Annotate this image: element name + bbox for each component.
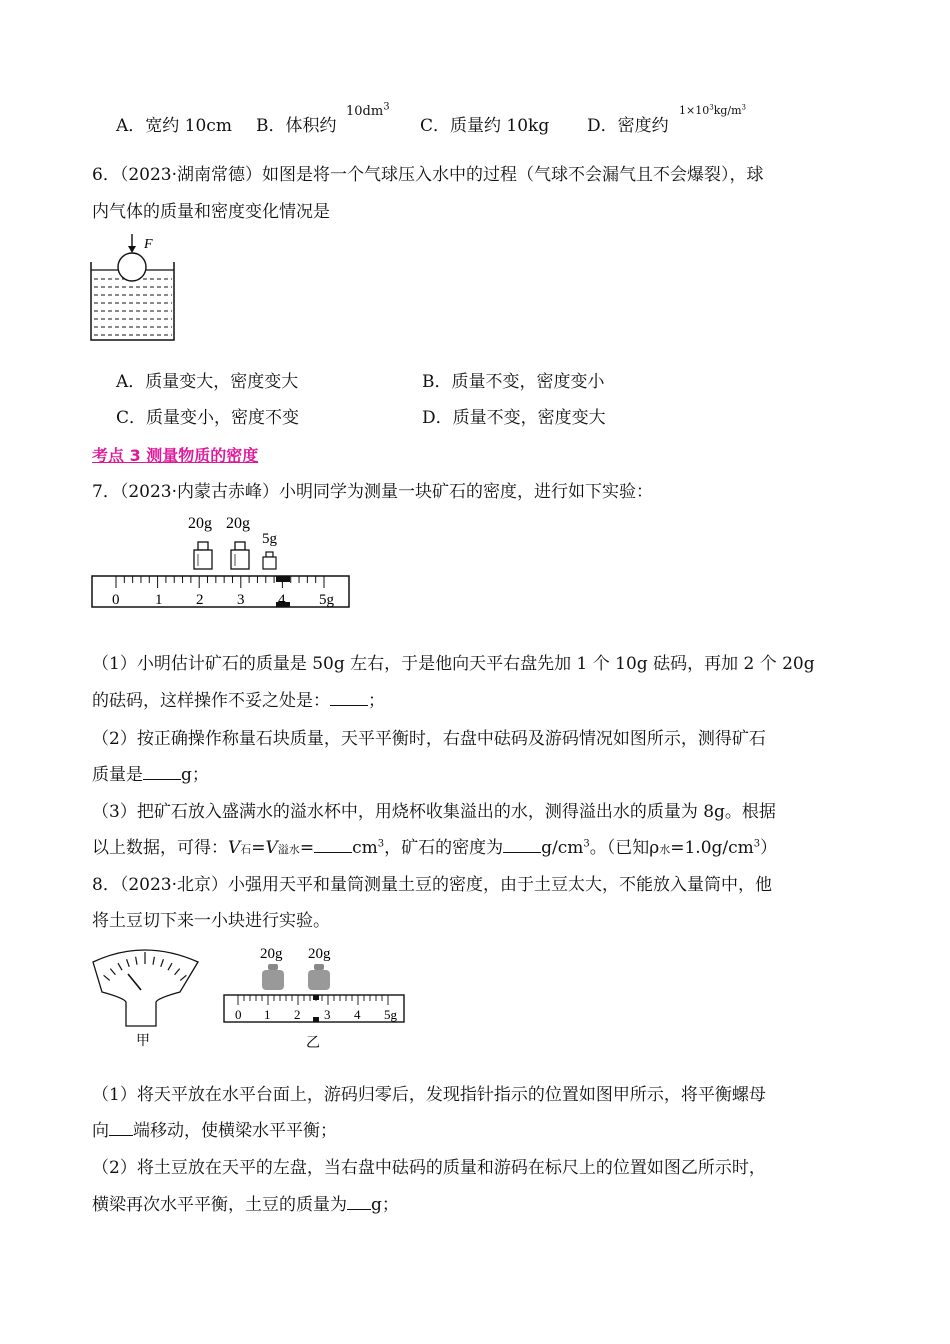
q7-stem: 7．（2023·内蒙古赤峰）小明同学为测量一块矿石的密度，进行如下实验： — [92, 482, 653, 502]
q7-answer-blank-2[interactable] — [143, 763, 181, 780]
balloon — [118, 253, 146, 281]
svg-text:3: 3 — [324, 1007, 331, 1022]
svg-text:4: 4 — [278, 592, 286, 608]
q8-part1-line2: 向 端移动，使横梁水平平衡； — [92, 1121, 337, 1141]
q8-stem-line1: 8．（2023·北京）小强用天平和量筒测量土豆的密度，由于土豆太大，不能放入量筒中，他 — [92, 875, 772, 895]
force-label: F — [144, 237, 153, 252]
q7-balance-figure — [90, 510, 352, 610]
q7-weight-3 — [263, 552, 276, 569]
q8-caption-a: 甲 — [136, 1034, 150, 1049]
q5-option-a: A．宽约 10cm — [116, 116, 232, 136]
q7-answer-blank-3[interactable] — [314, 836, 352, 853]
q7-weight-2 — [231, 542, 249, 569]
svg-text:2: 2 — [294, 1007, 301, 1022]
svg-text:0: 0 — [235, 1007, 242, 1022]
q5-option-d — [587, 114, 669, 138]
q7-part1-line1: （1）小明估计矿石的质量是 50g 左右，于是他向天平右盘先加 1 个 10g 砝码，再加 2 个 20g — [92, 654, 815, 674]
q6-stem-line2: 内气体的质量和密度变化情况是 — [92, 202, 330, 222]
section-heading: 考点 3 测量物质的密度 — [92, 446, 259, 465]
q7-answer-blank-4[interactable] — [503, 836, 541, 853]
q8-pointer-dial — [93, 950, 198, 1026]
q8-answer-blank-1[interactable] — [109, 1119, 133, 1136]
q5-option-b-label: B．体积约 — [256, 116, 337, 136]
q6-option-a: A．质量变大，密度变大 — [116, 372, 299, 392]
q5-option-c: C．质量约 10kg — [420, 116, 550, 136]
q8-part1-line1: （1）将天平放在水平台面上，游码归零后，发现指针指示的位置如图甲所示，将平衡螺母 — [92, 1085, 766, 1105]
svg-text:1: 1 — [264, 1007, 271, 1022]
q8-weight-1 — [262, 964, 284, 990]
svg-text:1: 1 — [155, 592, 163, 608]
svg-text:5g: 5g — [319, 592, 334, 608]
q7-part3-line1: （3）把矿石放入盛满水的溢水杯中，用烧杯收集溢出的水，测得溢出水的质量为 8g。根据 — [92, 802, 776, 822]
q8-part2-line1: （2）将土豆放在天平的左盘，当右盘中砝码的质量和游码在标尺上的位置如图乙所示时， — [92, 1158, 766, 1178]
q7-part3-line2: 以上数据，可得：V石=V溢水= $cm^3$，矿石的密度为 $g/cm^3$。（已知ρ水$=1.0g/cm^3$） — [92, 838, 778, 858]
svg-text:3: 3 — [237, 592, 245, 608]
svg-text:4: 4 — [354, 1007, 361, 1022]
q6-option-c: C．质量变小，密度不变 — [116, 408, 300, 428]
q7-weight-1 — [194, 542, 212, 569]
q8-rider-top — [313, 995, 319, 1000]
q7-part2-line2: 质量是 g； — [92, 765, 209, 785]
q7-part1-line2: 的砝码，这样操作不妥之处是： ； — [92, 691, 385, 711]
q6-stem-line1: 6．（2023·湖南常德）如图是将一个气球压入水中的过程（气球不会漏气且不会爆裂），球 — [92, 165, 764, 185]
q6-option-b: B．质量不变，密度变小 — [422, 372, 605, 392]
q7-weight-label-2: 20g — [226, 515, 250, 532]
q7-part2-line1: （2）按正确操作称量石块质量，天平平衡时，右盘中砝码及游码情况如图所示，测得矿石 — [92, 729, 766, 749]
q8-figures — [88, 940, 418, 1050]
svg-text:5g: 5g — [384, 1007, 397, 1022]
q8-answer-blank-2[interactable] — [347, 1193, 371, 1210]
q5-option-d-value: $1\times 10^3kg/m^3$ — [679, 103, 746, 117]
balloon-figure — [88, 232, 178, 344]
q5-option-b — [256, 114, 337, 138]
q8-weight-2 — [308, 964, 330, 990]
q7-answer-blank-1[interactable] — [330, 689, 368, 706]
svg-text:20g: 20g — [308, 946, 331, 962]
q8-part2-line2: 横梁再次水平平衡，土豆的质量为 g； — [92, 1195, 399, 1215]
q5-option-d-label: D．密度约 — [587, 116, 669, 136]
q7-rider-top — [276, 576, 290, 582]
q8-stem-line2: 将土豆切下来一小块进行实验。 — [92, 911, 330, 931]
svg-text:20g: 20g — [260, 946, 283, 962]
q7-ruler — [92, 576, 349, 607]
q7-weight-label-1: 20g — [188, 515, 212, 532]
q8-rider-bottom — [313, 1017, 319, 1022]
svg-text:0: 0 — [112, 592, 120, 608]
q7-weight-label-3: 5g — [262, 531, 277, 547]
q8-caption-b: 乙 — [306, 1036, 320, 1050]
q5-option-b-value: $10dm^3$ — [346, 101, 390, 119]
svg-text:2: 2 — [196, 592, 204, 608]
q6-option-d: D．质量不变，密度变大 — [422, 408, 606, 428]
